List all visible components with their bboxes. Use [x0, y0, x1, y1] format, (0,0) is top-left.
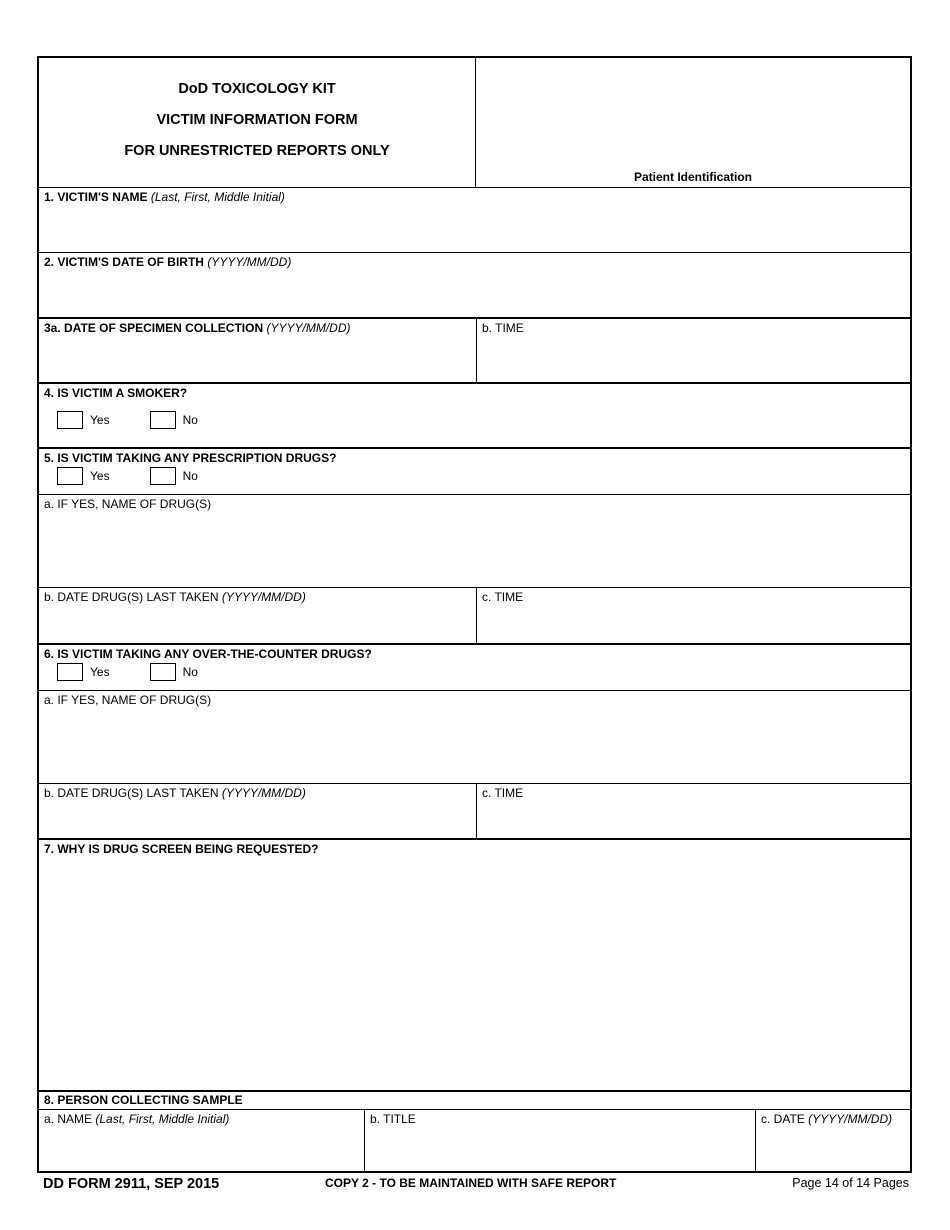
form-title-line-2: VICTIM INFORMATION FORM — [156, 112, 358, 128]
specimen-collection-row — [39, 319, 910, 384]
collector-date-label: c. DATE — [761, 1112, 805, 1126]
otc-options — [57, 663, 238, 681]
smoker-yes-label: Yes — [90, 413, 110, 427]
prescription-yes-label: Yes — [90, 469, 110, 483]
person-collecting-row — [39, 1092, 910, 1110]
patient-identification-label: Patient Identification — [633, 170, 752, 184]
collector-title-input[interactable] — [369, 1130, 751, 1167]
person-collecting-label: 8. PERSON COLLECTING SAMPLE — [44, 1093, 243, 1107]
page-info: Page 14 of 14 Pages — [792, 1176, 909, 1190]
prescription-drug-names-label: a. IF YES, NAME OF DRUG(S) — [44, 497, 212, 511]
otc-date-cell — [39, 784, 476, 838]
otc-drugs-label: 6. IS VICTIM TAKING ANY OVER-THE-COUNTER DRUGS? — [44, 647, 372, 661]
prescription-date-cell — [39, 588, 476, 643]
collector-title-label: b. TITLE — [370, 1112, 416, 1126]
collector-name-cell — [39, 1110, 364, 1171]
prescription-time-input[interactable] — [481, 608, 906, 639]
collector-title-cell — [364, 1110, 755, 1171]
smoker-options — [57, 411, 238, 429]
specimen-time-label: b. TIME — [482, 321, 524, 335]
otc-date-hint: (YYYY/MM/DD) — [221, 786, 306, 800]
otc-drug-names-label: a. IF YES, NAME OF DRUG(S) — [44, 693, 212, 707]
collector-date-cell — [755, 1110, 910, 1171]
specimen-date-hint: (YYYY/MM/DD) — [266, 321, 351, 335]
form-title-line-1: DoD TOXICOLOGY KIT — [178, 81, 336, 97]
otc-drugs-row — [39, 645, 910, 691]
smoker-no-checkbox[interactable] — [150, 411, 176, 429]
collector-name-input[interactable] — [43, 1130, 360, 1167]
victim-dob-input[interactable] — [43, 273, 906, 313]
prescription-yes-checkbox[interactable] — [57, 467, 83, 485]
specimen-date-cell — [39, 319, 476, 382]
victim-dob-row — [39, 253, 910, 319]
specimen-time-input[interactable] — [481, 339, 906, 378]
collector-name-hint: (Last, First, Middle Initial) — [95, 1112, 230, 1126]
smoker-yes-checkbox[interactable] — [57, 411, 83, 429]
prescription-no-checkbox[interactable] — [150, 467, 176, 485]
otc-time-cell — [476, 784, 910, 838]
prescription-drugs-row — [39, 449, 910, 495]
collector-date-input[interactable] — [760, 1130, 906, 1167]
otc-no-checkbox[interactable] — [150, 663, 176, 681]
victim-name-label: 1. VICTIM'S NAME — [44, 190, 148, 204]
drug-screen-reason-row — [39, 840, 910, 1092]
patient-identification-box[interactable] — [475, 58, 910, 187]
collector-details-row — [39, 1110, 910, 1171]
specimen-time-cell — [476, 319, 910, 382]
form-id: DD FORM 2911, SEP 2015 — [43, 1176, 220, 1192]
smoker-no-label: No — [182, 413, 198, 427]
drug-screen-reason-input[interactable] — [43, 860, 906, 1086]
victim-dob-label: 2. VICTIM'S DATE OF BIRTH — [44, 255, 204, 269]
otc-time-input[interactable] — [481, 804, 906, 834]
prescription-date-label: b. DATE DRUG(S) LAST TAKEN — [44, 590, 219, 604]
prescription-date-input[interactable] — [43, 608, 472, 639]
smoker-label: 4. IS VICTIM A SMOKER? — [44, 386, 188, 400]
prescription-last-taken-row — [39, 588, 910, 645]
prescription-drugs-label: 5. IS VICTIM TAKING ANY PRESCRIPTION DRUGS? — [44, 451, 337, 465]
specimen-date-input[interactable] — [43, 339, 472, 378]
copy-note: COPY 2 - TO BE MAINTAINED WITH SAFE REPORT — [325, 1176, 617, 1190]
victim-name-input[interactable] — [43, 208, 906, 248]
smoker-row — [39, 384, 910, 449]
otc-no-label: No — [182, 665, 198, 679]
victim-dob-hint: (YYYY/MM/DD) — [207, 255, 292, 269]
otc-date-input[interactable] — [43, 804, 472, 834]
otc-drug-names-input[interactable] — [43, 711, 906, 779]
prescription-no-label: No — [182, 469, 198, 483]
victim-information-form — [37, 56, 912, 1173]
prescription-drug-names-row — [39, 495, 910, 588]
drug-screen-reason-label: 7. WHY IS DRUG SCREEN BEING REQUESTED? — [44, 842, 319, 856]
prescription-options — [57, 467, 238, 485]
prescription-time-label: c. TIME — [482, 590, 524, 604]
otc-drug-names-row — [39, 691, 910, 784]
otc-yes-checkbox[interactable] — [57, 663, 83, 681]
otc-time-label: c. TIME — [482, 786, 524, 800]
otc-yes-label: Yes — [90, 665, 110, 679]
otc-last-taken-row — [39, 784, 910, 840]
prescription-date-hint: (YYYY/MM/DD) — [221, 590, 306, 604]
form-title-line-3: FOR UNRESTRICTED REPORTS ONLY — [124, 143, 390, 159]
form-header — [39, 58, 910, 188]
prescription-time-cell — [476, 588, 910, 643]
collector-date-hint: (YYYY/MM/DD) — [808, 1112, 893, 1126]
specimen-date-label: 3a. DATE OF SPECIMEN COLLECTION — [44, 321, 264, 335]
prescription-drug-names-input[interactable] — [43, 515, 906, 583]
victim-name-row — [39, 188, 910, 253]
victim-name-hint: (Last, First, Middle Initial) — [150, 190, 285, 204]
collector-name-label: a. NAME — [44, 1112, 93, 1126]
otc-date-label: b. DATE DRUG(S) LAST TAKEN — [44, 786, 219, 800]
